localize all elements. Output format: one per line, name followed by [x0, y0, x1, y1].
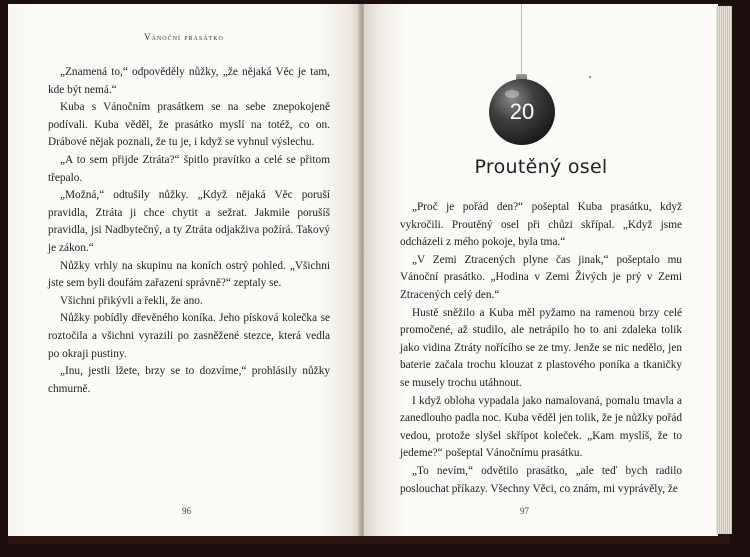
- print-speck: [589, 76, 591, 78]
- paragraph: Nůžky vrhly na skupinu na koních ostrý pohled. „Všichni jste sem byli doufám zařazeni správně?“ zeptaly se.: [48, 259, 330, 290]
- paragraph: „Znamená to,“ odpověděly nůžky, „že nějaká Věc je tam, kde být nemá.“: [48, 66, 330, 96]
- christmas-ornament-icon: [489, 79, 555, 145]
- paragraph: Kuba s Vánočním prasátkem se na sebe znepokojeně podívali. Kuba věděl, že prasátko myslí na totéž, co on. Drábové nějak poznali, že tu je, i když se vyhnul výslechu.: [48, 101, 330, 149]
- paragraph: „Proč je pořád den?“ pošeptal Kuba prasátku, když vykročili. Proutěný osel při chůzi skřípal. „Když jsme odcházeli z mého pokoje, byla tma.“: [400, 201, 682, 249]
- paragraph: „Možná,“ odtušily nůžky. „Když nějaká Věc poruší pravidla, Ztráta ji chce chytit a sežrat. Jakmile porušíš pravidla, jsi Nadbytečný, a ty Ztráta odjakživa požírá. Takový je zákon.“: [48, 189, 330, 254]
- left-page-text: [48, 64, 330, 398]
- paragraph: „Inu, jestli lžete, brzy se to dozvíme,“ prohlásily nůžky chmurně.: [48, 365, 330, 395]
- running-head: Vánoční prasátko: [144, 32, 224, 42]
- chapter-number: 20: [509, 99, 535, 124]
- page-edges: [716, 6, 732, 534]
- page-number-right: 97: [520, 506, 529, 516]
- left-page: [8, 4, 360, 536]
- paragraph: Všichni přikývli a řekli, že ano.: [60, 294, 203, 307]
- page-number-left: 96: [182, 506, 191, 516]
- paragraph: Hustě sněžilo a Kuba měl pyžamo na ramenou brzy celé promočené, až studilo, ale netrápilo ho to ani zdaleka tolik jako vidina Ztráty nořícího se ze tmy. Jenže se nic nedělo, jen baterie začala trochu klouzat z plastového poníka a tkaničky se musely trochu utáhnout.: [400, 306, 682, 389]
- right-page: [364, 4, 718, 536]
- ornament-shine: [505, 90, 519, 98]
- right-page-text: [400, 199, 682, 498]
- paragraph: I když obloha vypadala jako namalovaná, pomalu tmavla a zanedlouho padla noc. Kuba věděl jen tolik, že je nůžky pořád vedou, protože slyšel skřípot koleček. „Kam myslíš, že to jedeme?“ pošeptal Vánočnímu prasátku.: [400, 394, 682, 460]
- paragraph: „V Zemi Ztracených plyne čas jinak,“ pošeptalo mu Vánoční prasátko. „Hodina v Zemi Živých je prý v Zemi Ztracených celý den.“: [400, 253, 682, 301]
- ornament-string: [521, 4, 522, 78]
- paragraph: „A to sem přijde Ztráta?“ špitlo pravítko a celé se přitom třepalo.: [48, 153, 330, 184]
- open-book: [8, 4, 730, 544]
- chapter-title: Proutěný osel: [474, 156, 608, 178]
- paragraph: „To nevím,“ odvětilo prasátko, „ale teď bych radilo poslouchat příkazy. Všechny Věci, co znám, mi vyprávěly, že: [400, 464, 682, 495]
- paragraph: Nůžky pobídly dřevěného koníka. Jeho písková kolečka se roztočila a všichni vyrazili po zasněžené stezce, která vedla po okraji pustiny.: [48, 312, 330, 360]
